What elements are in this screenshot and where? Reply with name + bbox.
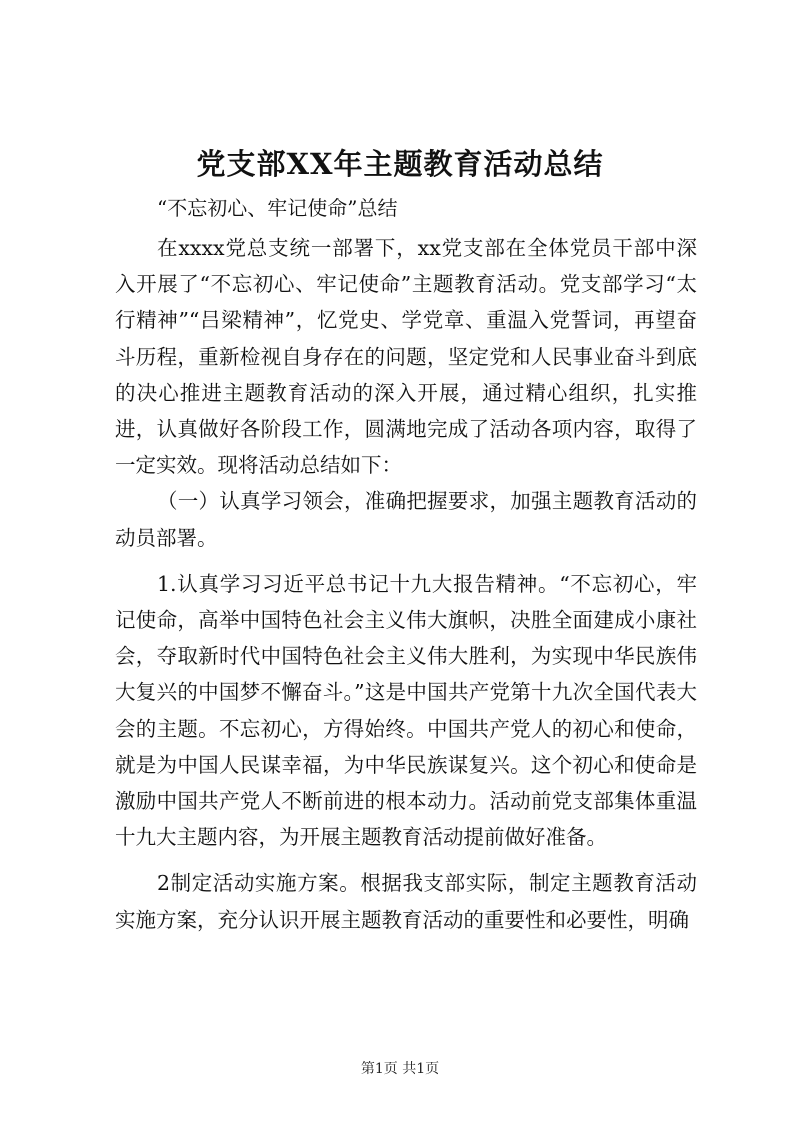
page-number-footer: 第1页 共1页 [360,1061,440,1077]
paragraph-item-2: 2制定活动实施方案。根据我支部实际，制定主题教育活动实施方案，充分认识开展主题教育活动的重要性和必要性，明确 [115,871,697,932]
document-subtitle: “不忘初心、牢记使命”总结 [157,196,398,220]
paragraph-section-heading: （一）认真学习领会，准确把握要求，加强主题教育活动的动员部署。 [115,489,697,550]
document-body [115,230,697,938]
paragraph-item-1: 1.认真学习习近平总书记十九大报告精神。“不忘初心，牢记使命，高举中国特色社会主义伟大旗帜，决胜全面建成小康社会，夺取新时代中国特色社会主义伟大胜利，为实现中华民族伟大复兴的中国梦不懈奋斗。”这是中国共产党第十九次全国代表大会的主题。不忘初心，方得始终。中国共产党人的初心和使命，就是为中国人民谋幸福，为中华民族谋复兴。这个初心和使命是激励中国共产党人不断前进的根本动力。活动前党支部集体重温十九大主题内容，为开展主题教育活动提前做好准备。 [115,571,697,850]
paragraph-intro: 在xxxx党总支统一部署下，xx党支部在全体党员干部中深入开展了“不忘初心、牢记使命”主题教育活动。党支部学习“太行精神”“吕梁精神”，忆党史、学党章、重温入党誓词，再望奋斗历程，重新检视自身存在的问题，坚定党和人民事业奋斗到底的决心推进主题教育活动的深入开展，通过精心组织，扎实推进，认真做好各阶段工作，圆满地完成了活动各项内容，取得了一定实效。现将活动总结如下： [115,236,697,478]
document-title: 党支部XX年主题教育活动总结 [196,147,604,181]
